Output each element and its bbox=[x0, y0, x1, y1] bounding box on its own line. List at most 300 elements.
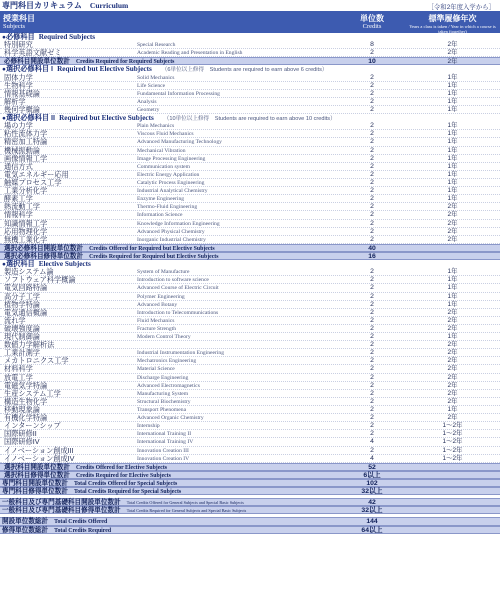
course-name-en: Transport Phenomena bbox=[137, 407, 187, 414]
course-credits: 2 bbox=[370, 49, 374, 57]
course-name-jp: 国際研修II bbox=[4, 429, 37, 439]
course-year: 1年 bbox=[447, 268, 458, 276]
course-name-jp: 固体力学 bbox=[4, 72, 33, 82]
course-row bbox=[0, 455, 500, 463]
course-row bbox=[0, 382, 500, 390]
course-credits: 2 bbox=[370, 284, 374, 292]
course-row bbox=[0, 276, 500, 284]
course-year: 2年 bbox=[447, 341, 458, 349]
course-name-en: Catalytic Process Engineering bbox=[137, 179, 205, 186]
course-name-en: Advanced Course of Electric Circuit bbox=[137, 285, 219, 292]
course-year: 1年 bbox=[447, 122, 458, 130]
course-name-jp: 破壊強度論 bbox=[4, 323, 40, 333]
header-subjects-en: Subjects bbox=[3, 23, 26, 30]
course-row bbox=[0, 398, 500, 406]
course-name-jp: 生物科学 bbox=[4, 80, 33, 90]
course-name-en: Plain Mechanics bbox=[137, 123, 175, 130]
course-name-jp: 工業計測学 bbox=[4, 348, 40, 358]
total-credits: 6以上 bbox=[363, 471, 381, 479]
section-title-en: Required but Elective Subjects bbox=[59, 114, 154, 123]
course-row bbox=[0, 90, 500, 98]
course-name-jp: 製造システム論 bbox=[4, 267, 54, 277]
course-credits: 2 bbox=[370, 381, 374, 389]
course-name-jp: 精密加工特論 bbox=[4, 137, 48, 147]
total-label-jp: 専門科目開設単位数計 bbox=[2, 480, 68, 488]
course-name-jp: 応用物理化学 bbox=[4, 226, 48, 236]
course-name-jp: 電気回路特論 bbox=[4, 283, 48, 293]
course-year: 2年 bbox=[447, 349, 458, 357]
course-name-en: Advanced Manufacturing Technology bbox=[137, 139, 222, 146]
course-row bbox=[0, 341, 500, 349]
course-credits: 2 bbox=[370, 333, 374, 341]
course-name-en: Academic Reading and Presentation in English bbox=[137, 50, 243, 57]
course-credits: 2 bbox=[370, 227, 374, 235]
course-name-jp: 電気エネルギー応用 bbox=[4, 169, 69, 179]
course-name-jp: 通信方式 bbox=[4, 161, 33, 171]
course-row bbox=[0, 406, 500, 414]
course-name-jp: 酵素工学 bbox=[4, 194, 33, 204]
course-year: 1年 bbox=[447, 162, 458, 170]
section-title-jp: 選択必修科目 II bbox=[5, 113, 56, 123]
course-name-en: Solid Mechanics bbox=[137, 74, 175, 81]
course-credits: 2 bbox=[370, 308, 374, 316]
section-title-en: Required Subjects bbox=[38, 33, 96, 41]
total-label-en: Credits Required for Required but Elective Subjects bbox=[89, 253, 219, 260]
course-year: 1年 bbox=[447, 292, 458, 300]
course-year: 2年 bbox=[447, 41, 458, 49]
course-credits: 2 bbox=[370, 406, 374, 414]
total-label-en: Total Credits Offered for Special Subjects bbox=[73, 481, 178, 488]
course-name-jp: 数値力学解析法 bbox=[4, 340, 55, 350]
total-label-en: Total Credits Offered for General Subjects and Special Basic Subjects bbox=[126, 500, 244, 506]
course-name-en: Manufacturing System bbox=[137, 390, 189, 397]
total-label-jp: 修得単位数総計 bbox=[2, 526, 49, 534]
course-name-en: Industrial Instrumentation Engineering bbox=[137, 350, 224, 357]
course-year: 1年 bbox=[447, 406, 458, 414]
course-credits: 2 bbox=[370, 316, 374, 324]
course-name-en: Material Science bbox=[137, 366, 175, 373]
course-name-jp: 画像情報工学 bbox=[4, 153, 48, 163]
course-name-jp: 触媒プロセス工学 bbox=[4, 177, 62, 187]
course-credits: 2 bbox=[370, 146, 374, 154]
course-row bbox=[0, 390, 500, 398]
course-name-jp: 現代制御論 bbox=[4, 332, 40, 342]
header-year-en: Years a class is taken / Year in which a course is taken (together) bbox=[409, 24, 496, 34]
course-credits: 2 bbox=[370, 268, 374, 276]
section-title-jp: 必修科目 bbox=[5, 32, 35, 41]
course-name-en: Advanced Organic Chemistry bbox=[137, 415, 204, 422]
total-label-en: Credits Required for Required Subjects bbox=[75, 59, 175, 66]
total-row bbox=[0, 244, 500, 252]
total-credits: 10 bbox=[368, 58, 376, 66]
course-row bbox=[0, 349, 500, 357]
course-year: 1年 bbox=[447, 300, 458, 308]
course-credits: 2 bbox=[370, 349, 374, 357]
total-label-en: Credits Offered for Required but Elective Subjects bbox=[89, 245, 215, 252]
course-year: 2年 bbox=[447, 316, 458, 324]
course-row bbox=[0, 333, 500, 341]
course-name-en: Introduction to Telecommunications bbox=[137, 309, 219, 316]
course-row bbox=[0, 122, 500, 130]
course-year: 2年 bbox=[447, 235, 458, 243]
course-name-jp: 解析学 bbox=[4, 96, 26, 106]
course-name-en: Life Science bbox=[137, 82, 166, 89]
course-row bbox=[0, 211, 500, 219]
course-row bbox=[0, 74, 500, 82]
table-header bbox=[0, 11, 500, 33]
course-year: 1年 bbox=[447, 81, 458, 89]
course-credits: 2 bbox=[370, 389, 374, 397]
course-credits: 2 bbox=[370, 73, 374, 81]
course-name-en: Polymer Engineering bbox=[137, 293, 185, 300]
course-year: 1年 bbox=[447, 146, 458, 154]
course-year: 1年 bbox=[447, 73, 458, 81]
total-credits: 64以上 bbox=[361, 526, 383, 534]
total-label bbox=[2, 527, 111, 535]
title-bar bbox=[0, 0, 500, 11]
total-row bbox=[0, 487, 500, 495]
course-credits: 2 bbox=[370, 219, 374, 227]
course-credits: 2 bbox=[370, 195, 374, 203]
course-credits: 2 bbox=[370, 138, 374, 146]
course-row bbox=[0, 447, 500, 455]
total-credits: 40 bbox=[368, 244, 376, 252]
course-name-jp: 高分子工学 bbox=[4, 291, 40, 301]
course-name-en: Structural Biochemistry bbox=[137, 398, 191, 405]
course-name-en: Discharge Engineering bbox=[137, 374, 189, 381]
total-label-jp: 開設単位数総計 bbox=[2, 518, 49, 526]
course-name-en: Communication system bbox=[137, 163, 190, 170]
section-heading bbox=[0, 33, 500, 41]
course-row bbox=[0, 317, 500, 325]
course-year: 1年 bbox=[447, 138, 458, 146]
course-credits: 2 bbox=[370, 235, 374, 243]
course-year: 1年 bbox=[447, 170, 458, 178]
total-label-en: Credits Offered for Elective Subjects bbox=[75, 464, 168, 471]
course-year: 1〜2年 bbox=[442, 446, 463, 454]
course-name-en: System of Manufacture bbox=[137, 269, 190, 276]
course-credits: 2 bbox=[370, 211, 374, 219]
course-credits: 2 bbox=[370, 292, 374, 300]
course-row bbox=[0, 138, 500, 146]
total-row bbox=[0, 506, 500, 514]
total-credits: 144 bbox=[366, 518, 378, 526]
course-name-jp: 移動現象論 bbox=[4, 405, 40, 415]
course-name-en: Fluid Mechanics bbox=[137, 317, 175, 324]
course-name-en: International Training IV bbox=[137, 439, 194, 446]
course-credits: 2 bbox=[370, 97, 374, 105]
course-credits: 2 bbox=[370, 105, 374, 113]
course-row bbox=[0, 179, 500, 187]
course-row bbox=[0, 130, 500, 138]
course-year: 1年 bbox=[447, 178, 458, 186]
course-row bbox=[0, 228, 500, 236]
total-label-en: Credits Required for Elective Subjects bbox=[75, 472, 171, 479]
course-year: 1年 bbox=[447, 195, 458, 203]
course-name-jp: 機械振動論 bbox=[4, 145, 40, 155]
course-name-en: Fundamental Information Processing bbox=[137, 90, 220, 97]
course-name-jp: 放電工学 bbox=[4, 372, 33, 382]
course-name-jp: 電磁気学特論 bbox=[4, 380, 48, 390]
course-row bbox=[0, 147, 500, 155]
course-year: 2年 bbox=[447, 381, 458, 389]
course-credits: 2 bbox=[370, 276, 374, 284]
course-name-en: Innovation Creation IV bbox=[137, 455, 190, 462]
course-year: 2年 bbox=[447, 227, 458, 235]
header-year: 標準履修年次 bbox=[428, 14, 477, 23]
course-credits: 2 bbox=[370, 422, 374, 430]
course-name-en: Innovation Creation III bbox=[137, 447, 189, 454]
course-year: 1〜2年 bbox=[442, 454, 463, 462]
course-name-en: Analysis bbox=[137, 98, 157, 105]
course-name-jp: インターンシップ bbox=[4, 421, 61, 431]
section-title-en: Required but Elective Subjects bbox=[57, 65, 152, 74]
course-row bbox=[0, 284, 500, 292]
course-row bbox=[0, 414, 500, 422]
total-label bbox=[2, 488, 181, 496]
course-row bbox=[0, 357, 500, 365]
course-row bbox=[0, 374, 500, 382]
course-row bbox=[0, 293, 500, 301]
course-row bbox=[0, 220, 500, 228]
course-year: 1〜2年 bbox=[442, 430, 463, 438]
course-year: 2年 bbox=[447, 49, 458, 57]
course-year: 1年 bbox=[447, 97, 458, 105]
page-title: 専門科目カリキュラム bbox=[2, 1, 82, 10]
course-year: 2年 bbox=[447, 203, 458, 211]
course-row bbox=[0, 430, 500, 438]
course-year: 2年 bbox=[447, 211, 458, 219]
course-credits: 2 bbox=[370, 187, 374, 195]
course-row bbox=[0, 203, 500, 211]
course-credits: 2 bbox=[370, 373, 374, 381]
section-title-jp: 選択必修科目 I bbox=[5, 64, 54, 74]
course-year: 2年 bbox=[447, 414, 458, 422]
course-name-en: Advanced Electromagnetics bbox=[137, 382, 200, 389]
course-name-jp: 流れ学 bbox=[4, 315, 26, 325]
total-label-en: Total Credits Required for Special Subjects bbox=[73, 489, 182, 496]
course-name-jp: 熱流動工学 bbox=[4, 202, 40, 212]
total-credits: 102 bbox=[366, 480, 378, 488]
total-credits: 16 bbox=[368, 252, 376, 260]
course-credits: 2 bbox=[370, 341, 374, 349]
course-row bbox=[0, 98, 500, 106]
header-credits: 単位数 bbox=[360, 14, 384, 23]
course-name-jp: 幾何学概論 bbox=[4, 104, 40, 114]
course-year: 1年 bbox=[447, 89, 458, 97]
curriculum-table bbox=[0, 33, 500, 534]
course-name-en: International Training II bbox=[137, 431, 192, 438]
course-name-en: Advanced Physical Chemistry bbox=[137, 228, 205, 235]
section-title-jp: 選択科目 bbox=[5, 259, 35, 269]
course-row bbox=[0, 82, 500, 90]
course-credits: 2 bbox=[370, 397, 374, 405]
total-label-jp: 一般科目及び専門基礎科目修得単位数計 bbox=[2, 507, 121, 515]
course-credits: 2 bbox=[370, 357, 374, 365]
course-credits: 2 bbox=[370, 430, 374, 438]
total-credits: 52 bbox=[368, 463, 376, 471]
total-label-jp: 選択科目修得単位数計 bbox=[4, 471, 70, 479]
course-name-en: Geometry bbox=[137, 106, 160, 113]
course-name-jp: 構造生物化学 bbox=[4, 396, 48, 406]
course-credits: 4 bbox=[370, 454, 374, 462]
section-heading bbox=[0, 65, 500, 73]
total-credits: 42 bbox=[368, 499, 376, 507]
course-name-jp: 有機化学特論 bbox=[4, 413, 48, 423]
course-credits: 2 bbox=[370, 130, 374, 138]
total-label-jp: 選択科目開設単位数計 bbox=[4, 463, 70, 471]
course-credits: 2 bbox=[370, 162, 374, 170]
course-row bbox=[0, 438, 500, 446]
total-row bbox=[0, 479, 500, 487]
course-name-en: Mechanical Vibration bbox=[137, 147, 186, 154]
total-label-jp: 一般科目及び専門基礎科目開設単位数計 bbox=[2, 499, 121, 507]
course-row bbox=[0, 41, 500, 49]
total-label-en: Total Credits Required bbox=[54, 527, 112, 534]
course-year: 2年 bbox=[447, 365, 458, 373]
total-label-jp: 専門科目修得単位数計 bbox=[2, 488, 68, 496]
total-year: 2年 bbox=[447, 58, 458, 66]
total-credits: 32以上 bbox=[361, 507, 383, 515]
course-credits: 2 bbox=[370, 89, 374, 97]
course-credits: 8 bbox=[370, 41, 374, 49]
course-name-jp: 知識情報工学 bbox=[4, 218, 48, 228]
course-year: 1年 bbox=[447, 187, 458, 195]
course-year: 1年 bbox=[447, 105, 458, 113]
course-year: 1年 bbox=[447, 284, 458, 292]
total-label-jp: 必修科目開設単位数計 bbox=[4, 58, 70, 66]
course-row bbox=[0, 301, 500, 309]
course-year: 1年 bbox=[447, 130, 458, 138]
course-name-jp: 生産システム工学 bbox=[4, 388, 61, 398]
total-row bbox=[0, 463, 500, 471]
course-name-en: Information Science bbox=[137, 212, 183, 219]
total-row bbox=[0, 526, 500, 534]
course-year: 1年 bbox=[447, 333, 458, 341]
course-name-en: Thermo-Fluid Engineering bbox=[137, 204, 198, 211]
section-heading bbox=[0, 260, 500, 268]
course-row bbox=[0, 171, 500, 179]
course-name-en: Advanced Botany bbox=[137, 301, 178, 308]
course-year: 1年 bbox=[447, 154, 458, 162]
total-label-en: Total Credits Required for General Subjects and Special Basic Subjects bbox=[126, 508, 247, 514]
course-credits: 2 bbox=[370, 300, 374, 308]
course-name-en: Internship bbox=[137, 423, 160, 430]
course-name-en: Viscous Fluid Mechanics bbox=[137, 131, 194, 138]
total-row bbox=[0, 471, 500, 479]
course-year: 2年 bbox=[447, 308, 458, 316]
course-name-en: Electric Energy Application bbox=[137, 171, 200, 178]
course-name-jp: 国際研修IV bbox=[4, 437, 40, 447]
course-row bbox=[0, 49, 500, 57]
total-row bbox=[0, 517, 500, 525]
course-row bbox=[0, 187, 500, 195]
course-credits: 2 bbox=[370, 446, 374, 454]
course-year: 1年 bbox=[447, 276, 458, 284]
course-name-jp: 植物学特論 bbox=[4, 299, 40, 309]
total-label-jp: 選択必修科目修得単位数計 bbox=[4, 252, 84, 260]
course-name-en: Modern Control Theory bbox=[137, 334, 191, 341]
total-row bbox=[0, 498, 500, 506]
course-name-en: Inorganic Industrial Chemistry bbox=[137, 236, 206, 243]
section-note: （10単位以上修得 Students are required to earn above 10 credits） bbox=[163, 116, 336, 123]
course-credits: 2 bbox=[370, 365, 374, 373]
course-credits: 4 bbox=[370, 438, 374, 446]
course-row bbox=[0, 309, 500, 317]
course-credits: 2 bbox=[370, 170, 374, 178]
course-credits: 2 bbox=[370, 178, 374, 186]
course-row bbox=[0, 195, 500, 203]
course-year: 2年 bbox=[447, 373, 458, 381]
course-name-en: Introduction to software science bbox=[137, 277, 209, 284]
course-name-en: Mechatronics Engineering bbox=[137, 358, 197, 365]
course-name-jp: ソフトウェア科学概論 bbox=[4, 275, 76, 285]
total-label-en: Total Credits Offered bbox=[54, 519, 108, 526]
header-credits-en: Credits bbox=[362, 23, 382, 30]
course-name-jp: 粘性流体力学 bbox=[4, 129, 48, 139]
course-year: 2年 bbox=[447, 389, 458, 397]
course-name-en: Fracture Strength bbox=[137, 325, 176, 332]
course-credits: 2 bbox=[370, 324, 374, 332]
course-row bbox=[0, 325, 500, 333]
course-name-jp: 無機工業化学 bbox=[4, 234, 48, 244]
course-name-en: Special Research bbox=[137, 42, 176, 49]
course-name-jp: 情報基礎論 bbox=[4, 88, 40, 98]
course-year: 2年 bbox=[447, 219, 458, 227]
course-credits: 2 bbox=[370, 154, 374, 162]
course-row bbox=[0, 163, 500, 171]
course-name-jp: 情報科学 bbox=[4, 210, 33, 220]
section-title-en: Elective Subjects bbox=[38, 260, 91, 269]
course-name-jp: 場の力学 bbox=[4, 121, 33, 131]
course-name-en: Knowledge Information Engineering bbox=[137, 220, 220, 227]
total-row bbox=[0, 252, 500, 260]
course-name-jp: 工業分析化学 bbox=[4, 186, 48, 196]
course-row bbox=[0, 106, 500, 114]
course-name-jp: イノベーション創成III bbox=[4, 445, 74, 455]
course-credits: 2 bbox=[370, 122, 374, 130]
course-name-en: Enzyme Engineering bbox=[137, 196, 185, 203]
page-title-en: Curriculum bbox=[89, 1, 129, 10]
total-label bbox=[2, 507, 246, 515]
admission-note: ［令和2年度入学から］ bbox=[427, 4, 495, 11]
course-credits: 2 bbox=[370, 414, 374, 422]
course-year: 2年 bbox=[447, 397, 458, 405]
course-row bbox=[0, 365, 500, 373]
course-row bbox=[0, 236, 500, 244]
course-name-jp: イノベーション創成IV bbox=[4, 453, 75, 463]
course-credits: 2 bbox=[370, 81, 374, 89]
total-label-jp: 選択必修科目開設単位数計 bbox=[4, 244, 84, 252]
course-year: 2年 bbox=[447, 324, 458, 332]
course-name-jp: 科学英語文献ゼミ bbox=[4, 48, 62, 58]
course-year: 1〜2年 bbox=[442, 438, 463, 446]
section-note: （6単位以上修得 Students are required to earn above 6 credits） bbox=[161, 67, 328, 74]
course-name-jp: 電気通信概論 bbox=[4, 307, 48, 317]
course-row bbox=[0, 422, 500, 430]
course-year: 1〜2年 bbox=[442, 422, 463, 430]
course-name-jp: 特別研究 bbox=[4, 40, 33, 50]
total-credits: 32以上 bbox=[361, 488, 383, 496]
course-row bbox=[0, 155, 500, 163]
header-subjects: 授業科目 bbox=[3, 14, 35, 23]
course-name-jp: メカトロニクス工学 bbox=[4, 356, 69, 366]
course-year: 2年 bbox=[447, 357, 458, 365]
course-name-en: Image Processing Engineering bbox=[137, 155, 206, 162]
course-credits: 2 bbox=[370, 203, 374, 211]
course-name-jp: 材料科学 bbox=[4, 364, 33, 374]
section-heading bbox=[0, 114, 500, 122]
